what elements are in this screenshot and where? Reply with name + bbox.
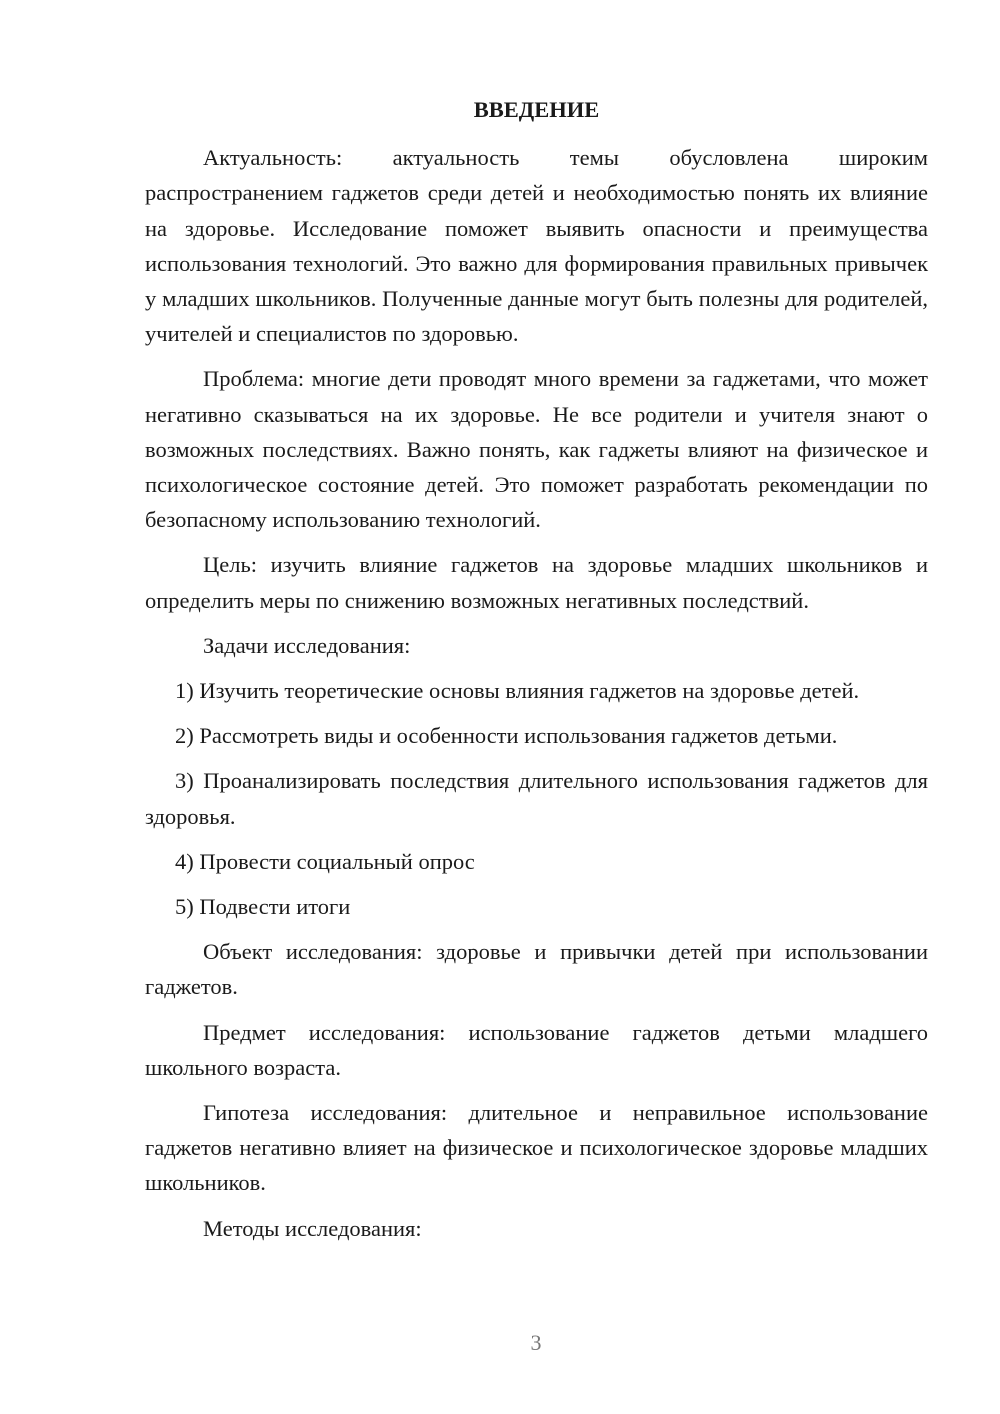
- task-item-3: 3) Проанализировать последствия длительного использования гаджетов для здоровья.: [145, 768, 928, 829]
- task-item-2: 2) Рассмотреть виды и особенности использования гаджетов детьми.: [175, 723, 838, 749]
- object-paragraph: Объект исследования: здоровье и привычки детей при использовании гаджетов.: [145, 939, 928, 1000]
- task-item-1: 1) Изучить теоретические основы влияния гаджетов на здоровье детей.: [175, 678, 860, 704]
- page-number: 3: [530, 1330, 542, 1355]
- task-item-5: 5) Подвести итоги: [175, 894, 351, 920]
- section-heading: ВВЕДЕНИЕ: [473, 97, 600, 122]
- document-page: [145, 92, 928, 1256]
- problem-paragraph: Проблема: многие дети проводят много времени за гаджетами, что может негативно сказываться на их здоровье. Не все родители и учителя знают о возможных последствиях. Важно понять, как гаджеты влияют на физическое и психологическое состояние детей. Это поможет разработать рекомендации по безопасному использованию технологий.: [145, 366, 928, 533]
- task-item-4: 4) Провести социальный опрос: [175, 848, 475, 874]
- methods-title: Методы исследования:: [203, 1215, 422, 1241]
- relevance-paragraph: Актуальность: актуальность темы обусловлена широким распространением гаджетов среди детей и необходимостью понять их влияние на здоровье. Исследование поможет выявить опасности и преимущества использования технологий. Это важно для формирования правильных привычек у младших школьников. Полученные данные могут быть полезны для родителей, учителей и специалистов по здоровью.: [145, 145, 928, 347]
- tasks-title: Задачи исследования:: [203, 632, 411, 658]
- hypothesis-paragraph: Гипотеза исследования: длительное и неправильное использование гаджетов негативно влияет на физическое и психологическое здоровье младших школьников.: [145, 1100, 928, 1196]
- subject-paragraph: Предмет исследования: использование гаджетов детьми младшего школьного возраста.: [145, 1019, 928, 1080]
- goal-paragraph: Цель: изучить влияние гаджетов на здоровье младших школьников и определить меры по снижению возможных негативных последствий.: [145, 552, 928, 613]
